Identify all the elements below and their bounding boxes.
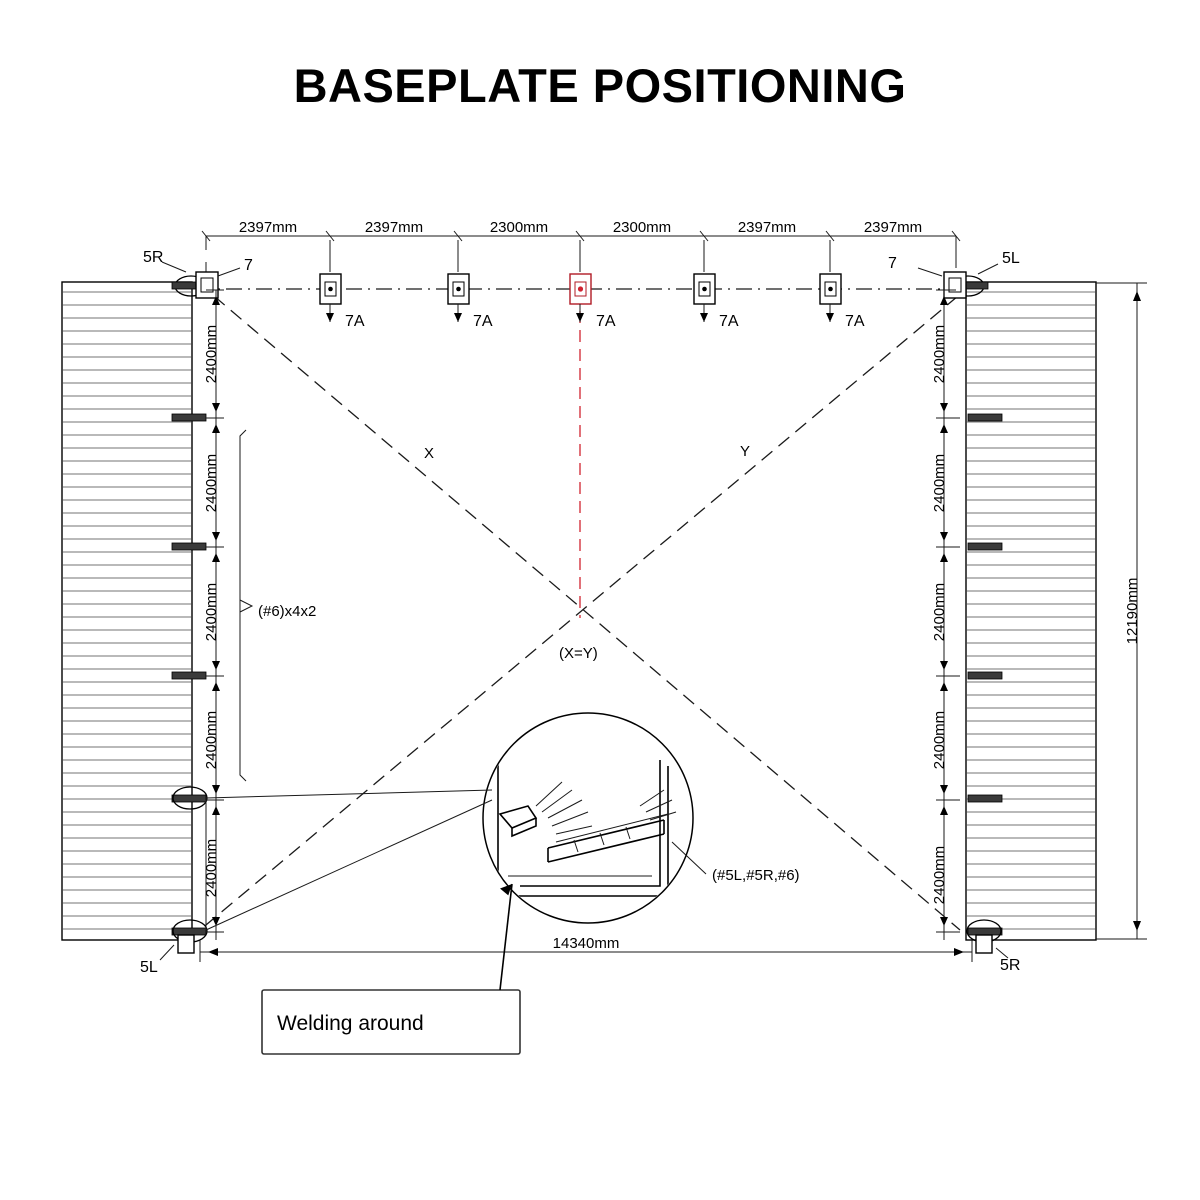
- diagonal-label-x: X: [424, 445, 435, 462]
- anchor-tag-3: 7A: [596, 313, 616, 330]
- diagonal-equality-label: (X=Y): [559, 645, 598, 662]
- top-dim-1: 2397mm: [238, 219, 298, 236]
- left-slab-hatching: [62, 282, 192, 940]
- anchor-tag-4: 7A: [719, 313, 739, 330]
- top-dim-6: 2397mm: [863, 219, 923, 236]
- welding-callout-label: Welding around: [277, 1012, 424, 1035]
- top-dim-4: 2300mm: [612, 219, 672, 236]
- left-plate-group-note: [240, 430, 316, 781]
- weld-detail-circle: [483, 713, 693, 923]
- anchor-tag-5: 7A: [845, 313, 865, 330]
- overall-width-label: 14340mm: [552, 935, 620, 952]
- top-dimension-chain: [202, 219, 960, 272]
- anchor-plate-2: [448, 274, 493, 330]
- left-dim-2: 2400mm: [203, 453, 220, 513]
- top-dim-3: 2300mm: [489, 219, 549, 236]
- left-dim-5: 2400mm: [203, 838, 220, 898]
- tag-top-left-5R: 5R: [143, 249, 164, 266]
- tag-bottom-right-5R: 5R: [1000, 957, 1021, 974]
- left-dim-4: 2400mm: [203, 710, 220, 770]
- detail-note: [672, 842, 800, 884]
- tag-top-right-5L: 5L: [1002, 250, 1020, 267]
- right-dim-3: 2400mm: [931, 582, 948, 642]
- right-dim-1: 2400mm: [931, 324, 948, 384]
- left-dim-3: 2400mm: [203, 582, 220, 642]
- welding-callout: [262, 881, 520, 1054]
- right-dim-2: 2400mm: [931, 453, 948, 513]
- detail-note-label: (#5L,#5R,#6): [712, 867, 800, 884]
- overall-height-label: 12190mm: [1124, 577, 1141, 645]
- top-dim-5: 2397mm: [737, 219, 797, 236]
- diagonal-label-y: Y: [740, 443, 751, 460]
- post-tag-right-7: 7: [888, 255, 897, 272]
- anchor-plate-3-center: [570, 274, 616, 330]
- left-note-label: (#6)x4x2: [258, 603, 317, 620]
- page-title: BASEPLATE POSITIONING: [293, 59, 907, 112]
- overall-width-dimension: [200, 935, 972, 962]
- anchor-plate-4: [694, 274, 739, 330]
- top-dim-2: 2397mm: [364, 219, 424, 236]
- left-dim-1: 2400mm: [203, 324, 220, 384]
- right-dimension-chain: [931, 290, 960, 940]
- detail-leader-lines: [206, 790, 492, 930]
- anchor-tag-1: 7A: [345, 313, 365, 330]
- top-anchor-plates: [320, 274, 865, 330]
- overall-height-dimension: [1096, 283, 1147, 939]
- anchor-plate-1: [320, 274, 365, 330]
- post-tag-left-7: 7: [244, 257, 253, 274]
- anchor-tag-2: 7A: [473, 313, 493, 330]
- right-dim-4: 2400mm: [931, 710, 948, 770]
- right-dim-5: 2400mm: [931, 845, 948, 905]
- anchor-plate-5: [820, 274, 865, 330]
- tag-bottom-left-5L: 5L: [140, 959, 158, 976]
- right-slab-hatching: [966, 282, 1096, 940]
